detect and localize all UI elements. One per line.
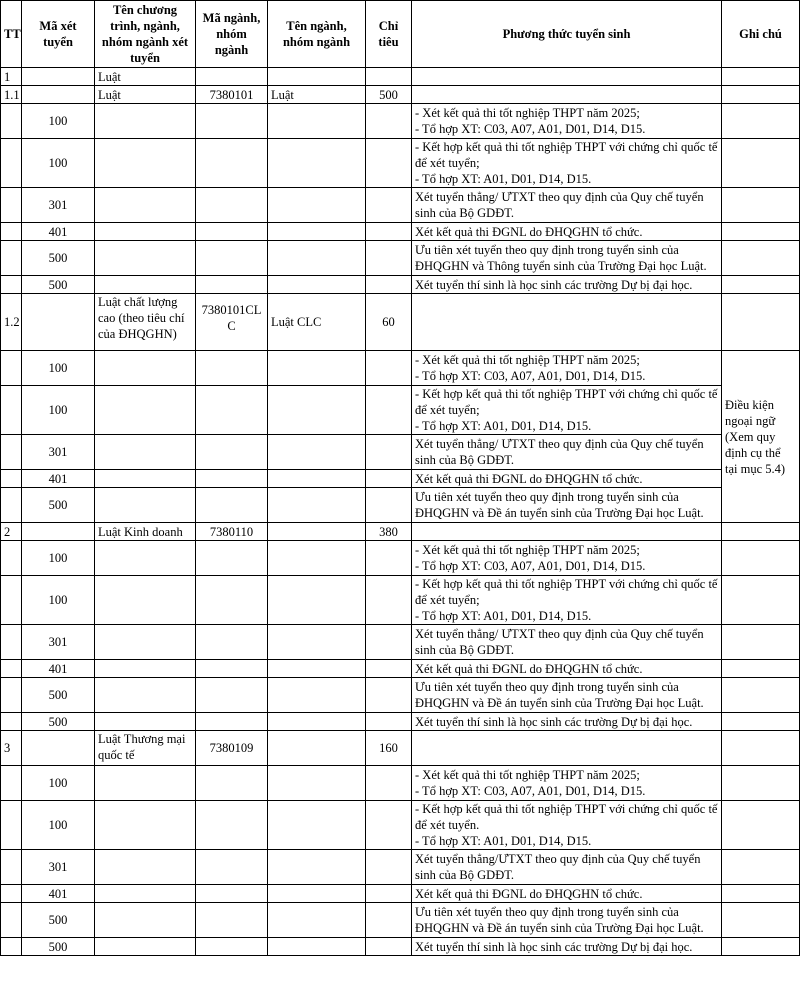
cell-tt: 2 [1, 523, 22, 541]
cell-method: Ưu tiên xét tuyển theo quy định trong tuyển sinh của ĐHQGHN và Đề án tuyển sinh của Trường Đại học Luật. [412, 903, 722, 938]
cell-code: 301 [22, 625, 95, 660]
cell-tt: 1 [1, 68, 22, 86]
cell-method: - Xét kết quả thi tốt nghiệp THPT năm 2025; - Tổ hợp XT: C03, A07, A01, D01, D14, D15. [412, 104, 722, 139]
cell-code: 100 [22, 139, 95, 188]
cell-code: 500 [22, 276, 95, 294]
header-ten-nganh: Tên ngành, nhóm ngành [268, 1, 366, 68]
cell-method: - Xét kết quả thi tốt nghiệp THPT năm 2025; - Tổ hợp XT: C03, A07, A01, D01, D14, D15. [412, 351, 722, 386]
cell-method: - Xét kết quả thi tốt nghiệp THPT năm 2025; - Tổ hợp XT: C03, A07, A01, D01, D14, D15. [412, 766, 722, 801]
cell-major-name: Luật CLC [268, 294, 366, 351]
header-ten-chuong-trinh: Tên chương trình, ngành, nhóm ngành xét tuyển [95, 1, 196, 68]
cell-code: 301 [22, 188, 95, 223]
table-row [1, 938, 800, 956]
table-row [1, 801, 800, 850]
cell-method: Ưu tiên xét tuyển theo quy định trong tuyển sinh của ĐHQGHN và Thông tuyển sinh của Trường Đại học Luật. [412, 241, 722, 276]
cell-major-code: 7380110 [196, 523, 268, 541]
header-ghi-chu: Ghi chú [722, 1, 800, 68]
table-row [1, 576, 800, 625]
table-row [1, 660, 800, 678]
cell-method: Xét tuyển thí sinh là học sinh các trường Dự bị đại học. [412, 938, 722, 956]
cell-quota: 380 [366, 523, 412, 541]
cell-code: 500 [22, 713, 95, 731]
table-row [1, 523, 800, 541]
cell-method: Xét tuyển thẳng/ ƯTXT theo quy định của Quy chế tuyển sinh của Bộ GDĐT. [412, 435, 722, 470]
cell-quota: 500 [366, 86, 412, 104]
cell-method: Xét kết quả thi ĐGNL do ĐHQGHN tổ chức. [412, 470, 722, 488]
cell-method: - Xét kết quả thi tốt nghiệp THPT năm 2025; - Tổ hợp XT: C03, A07, A01, D01, D14, D15. [412, 541, 722, 576]
table-row [1, 625, 800, 660]
table-row [1, 713, 800, 731]
cell-code: 500 [22, 678, 95, 713]
cell-method: - Kết hợp kết quả thi tốt nghiệp THPT với chứng chỉ quốc tế để xét tuyển. - Tổ hợp XT: A01, D01, D14, D15. [412, 801, 722, 850]
header-ma-nganh: Mã ngành, nhóm ngành [196, 1, 268, 68]
cell-major-name: Luật [268, 86, 366, 104]
cell-code: 500 [22, 241, 95, 276]
cell-method: Xét tuyển thẳng/ ƯTXT theo quy định của Quy chế tuyển sinh của Bộ GDĐT. [412, 188, 722, 223]
header-phuong-thuc: Phương thức tuyển sinh [412, 1, 722, 68]
table-row [1, 139, 800, 188]
cell-method: Xét tuyển thí sinh là học sinh các trường Dự bị đại học. [412, 713, 722, 731]
table-row [1, 885, 800, 903]
cell-quota: 160 [366, 731, 412, 766]
table-row [1, 276, 800, 294]
header-tt: TT [1, 1, 22, 68]
table-row [1, 188, 800, 223]
cell-method: Xét tuyển thí sinh là học sinh các trường Dự bị đại học. [412, 276, 722, 294]
table-row [1, 488, 800, 523]
cell-code: 100 [22, 766, 95, 801]
cell-method: Xét tuyển thẳng/ƯTXT theo quy định của Quy chế tuyển sinh của Bộ GDĐT. [412, 850, 722, 885]
cell-code: 100 [22, 351, 95, 386]
cell-method: - Kết hợp kết quả thi tốt nghiệp THPT với chứng chỉ quốc tế để xét tuyển; - Tổ hợp XT: A01, D01, D14, D15. [412, 139, 722, 188]
table-row [1, 731, 800, 766]
cell-method: Ưu tiên xét tuyển theo quy định trong tuyển sinh của ĐHQGHN và Đề án tuyển sinh của Trường Đại học Luật. [412, 678, 722, 713]
cell-code: 100 [22, 104, 95, 139]
cell-program-name: Luật Thương mại quốc tế [95, 731, 196, 766]
table-row [1, 386, 800, 435]
header-row [1, 1, 800, 68]
cell-code: 401 [22, 223, 95, 241]
cell-code: 401 [22, 660, 95, 678]
cell-tt: 3 [1, 731, 22, 766]
cell-code: 301 [22, 435, 95, 470]
cell-code: 500 [22, 938, 95, 956]
cell-program-name: Luật [95, 86, 196, 104]
cell-code: 401 [22, 470, 95, 488]
table-row [1, 903, 800, 938]
cell-tt: 1.1 [1, 86, 22, 104]
cell-tt: 1.2 [1, 294, 22, 351]
cell-code: 100 [22, 541, 95, 576]
table-row [1, 850, 800, 885]
table-row [1, 68, 800, 86]
header-chi-tieu: Chỉ tiêu [366, 1, 412, 68]
cell-method: Xét tuyển thẳng/ ƯTXT theo quy định của Quy chế tuyển sinh của Bộ GDĐT. [412, 625, 722, 660]
cell-major-code: 7380101CLC [196, 294, 268, 351]
cell-program-name: Luật Kinh doanh [95, 523, 196, 541]
cell-code: 100 [22, 576, 95, 625]
table-row [1, 435, 800, 470]
cell-major-code: 7380101 [196, 86, 268, 104]
cell-method: Ưu tiên xét tuyển theo quy định trong tuyển sinh của ĐHQGHN và Đề án tuyển sinh của Trường Đại học Luật. [412, 488, 722, 523]
cell-code: 500 [22, 903, 95, 938]
cell-quota: 60 [366, 294, 412, 351]
table-row [1, 223, 800, 241]
table-row [1, 104, 800, 139]
cell-code: 500 [22, 488, 95, 523]
cell-method: Xét kết quả thi ĐGNL do ĐHQGHN tổ chức. [412, 223, 722, 241]
cell-program-name: Luật chất lượng cao (theo tiêu chí của ĐHQGHN) [95, 294, 196, 351]
cell-method: Xét kết quả thi ĐGNL do ĐHQGHN tổ chức. [412, 660, 722, 678]
cell-major-code: 7380109 [196, 731, 268, 766]
table-row [1, 241, 800, 276]
table-row [1, 678, 800, 713]
note-language-requirement: Điều kiện ngoại ngữ (Xem quy định cụ thể tại mục 5.4) [722, 351, 800, 523]
cell-method: - Kết hợp kết quả thi tốt nghiệp THPT với chứng chỉ quốc tế để xét tuyển; - Tổ hợp XT: A01, D01, D14, D15. [412, 386, 722, 435]
table-row [1, 766, 800, 801]
table-row [1, 541, 800, 576]
cell-code: 301 [22, 850, 95, 885]
table-row [1, 86, 800, 104]
cell-code: 100 [22, 801, 95, 850]
table-row [1, 470, 800, 488]
cell-code: 401 [22, 885, 95, 903]
cell-program-name: Luật [95, 68, 196, 86]
cell-method: - Kết hợp kết quả thi tốt nghiệp THPT với chứng chỉ quốc tế để xét tuyển; - Tổ hợp XT: A01, D01, D14, D15. [412, 576, 722, 625]
table-row [1, 351, 800, 386]
cell-code: 100 [22, 386, 95, 435]
cell-method: Xét kết quả thi ĐGNL do ĐHQGHN tổ chức. [412, 885, 722, 903]
header-ma-xet-tuyen: Mã xét tuyển [22, 1, 95, 68]
table-row [1, 294, 800, 351]
